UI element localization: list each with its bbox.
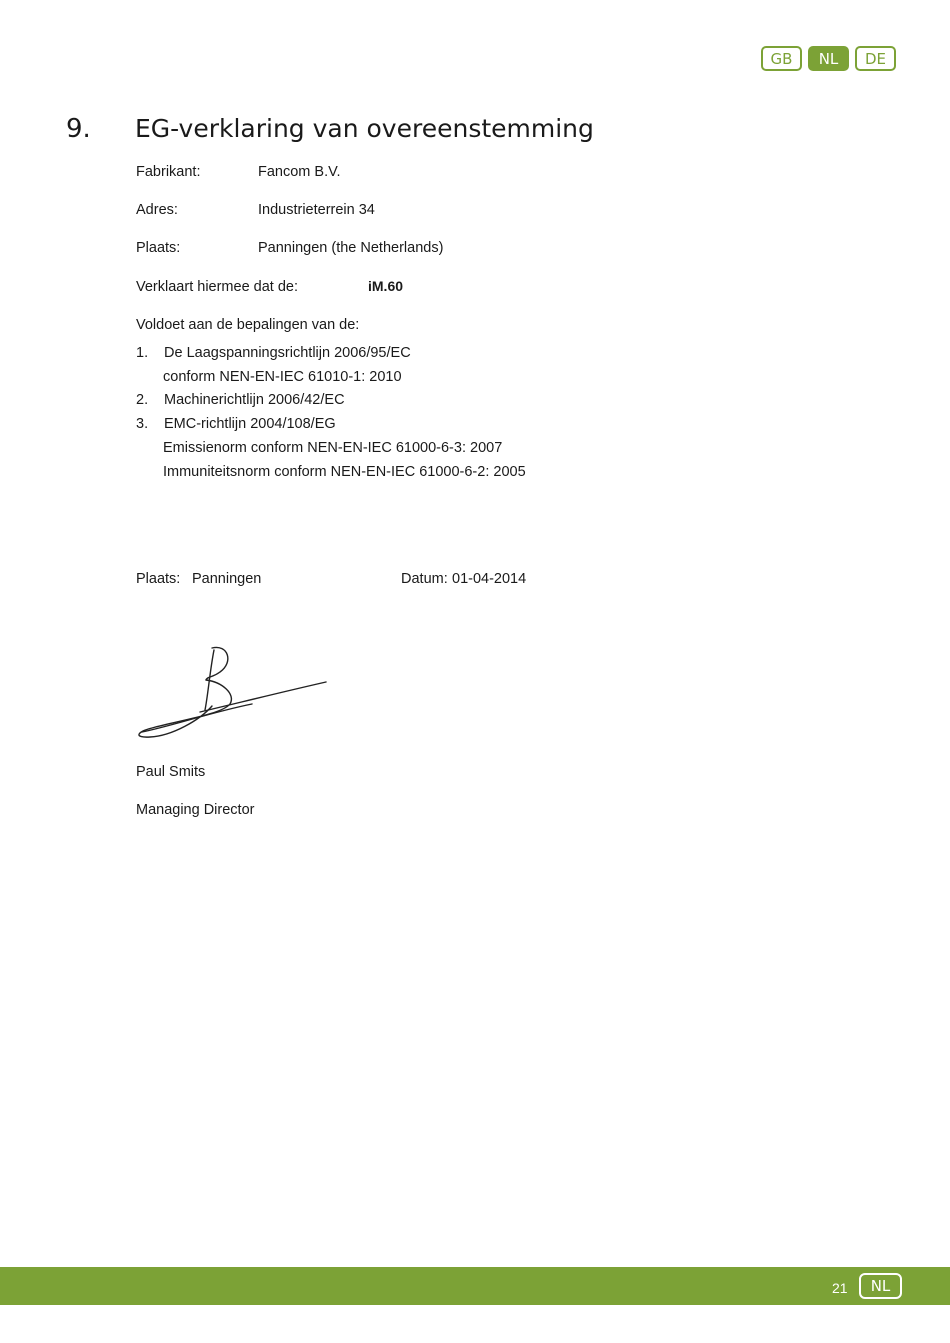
compliance-intro: Voldoet aan de bepalingen van de: [136,317,360,333]
language-tab-nl[interactable]: NL [808,46,849,71]
plaats-label: Plaats: [136,240,181,256]
signatory-name: Paul Smits [136,764,206,780]
signatory-title: Managing Director [136,802,255,818]
fabrikant-value: Fancom B.V. [258,164,341,180]
fabrikant-label: Fabrikant: [136,164,201,180]
page-number: 21 [832,1280,848,1296]
plaats-value: Panningen (the Netherlands) [258,240,444,256]
list-item-subtext: Emissienorm conform NEN-EN-IEC 61000-6-3: 2007 [163,440,503,456]
verklaart-label: Verklaart hiermee dat de: [136,279,299,295]
date-label: Datum: [401,571,448,587]
page-title: EG-verklaring van overeenstemming [135,114,594,143]
footer-bar [0,1267,950,1305]
place-label: Plaats: [136,571,181,587]
language-tab-gb[interactable]: GB [761,46,802,71]
list-item-text: Machinerichtlijn 2006/42/EC [164,392,345,408]
list-item-number: 1. [136,345,149,361]
date-value: 01-04-2014 [452,571,527,587]
product-name: iM.60 [368,278,404,294]
adres-label: Adres: [136,202,178,218]
list-item-subtext: conform NEN-EN-IEC 61010-1: 2010 [163,369,402,385]
language-tab-de[interactable]: DE [855,46,896,71]
list-item-number: 2. [136,392,149,408]
list-item-text: De Laagspanningsrichtlijn 2006/95/EC [164,345,411,361]
signature-image [132,640,332,744]
place-value: Panningen [192,571,262,587]
list-item-subtext: Immuniteitsnorm conform NEN-EN-IEC 61000-6-2: 2005 [163,464,526,480]
list-item-text: EMC-richtlijn 2004/108/EG [164,416,336,432]
adres-value: Industrieterrein 34 [258,202,375,218]
section-number: 9. [66,114,91,144]
language-tabs [761,46,896,71]
list-item-number: 3. [136,416,149,432]
footer-language-tab[interactable]: NL [859,1273,902,1299]
